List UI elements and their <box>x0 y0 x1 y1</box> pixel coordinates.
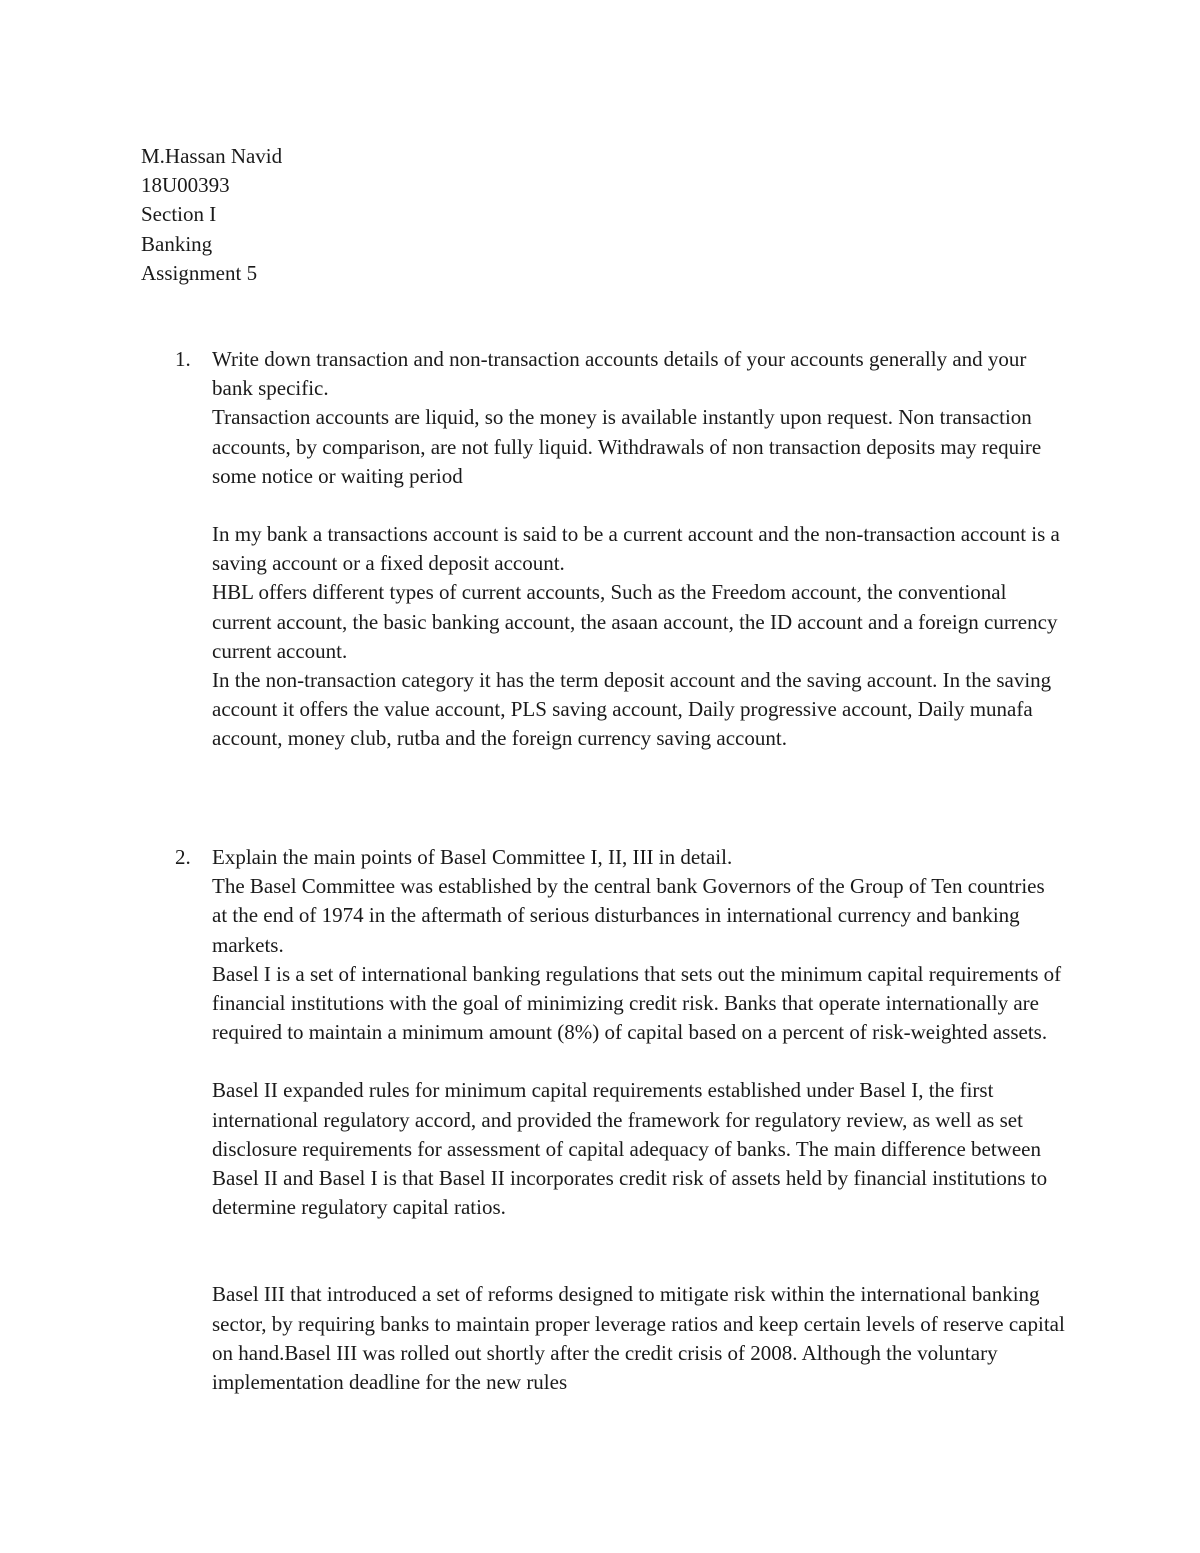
answer-paragraph: Transaction accounts are liquid, so the money is available instantly upon request. Non transaction accounts, by comparison, are not fully liquid. Withdrawals of non transaction deposits may require some notice or waiting period <box>212 405 1042 488</box>
answer-paragraph: Basel II expanded rules for minimum capital requirements established under Basel I, the first international regulatory accord, and provided the framework for regulatory review, as well as set disclosure requirements for assessment of capital adequacy of banks. The main difference between Basel II and Basel I is that Basel II incorporates credit risk of assets held by financial institutions to determine regulatory capital ratios. <box>212 1078 1048 1220</box>
question-2 <box>175 843 1065 1397</box>
answer-paragraph: HBL offers different types of current accounts, Such as the Freedom account, the conventional current account, the basic banking account, the asaan account, the ID account and a foreign currency current account. <box>212 580 1058 663</box>
answer-paragraph: Basel I is a set of international banking regulations that sets out the minimum capital requirements of financial institutions with the goal of minimizing credit risk. Banks that operate internationally are required to maintain a minimum amount (8%) of capital based on a percent of risk-weighted assets. <box>212 961 1062 1045</box>
question-number: 1. <box>175 347 191 371</box>
answer-paragraph: In the non-transaction category it has the term deposit account and the saving account. In the saving account it offers the value account, PLS saving account, Daily progressive account, Daily munafa account, money club, rutba and the foreign currency saving account. <box>212 668 1052 751</box>
student-id: 18U00393 <box>141 173 230 198</box>
answer-paragraph: Basel III that introduced a set of reforms designed to mitigate risk within the international banking sector, by requiring banks to maintain proper leverage ratios and keep certain levels of reserve capital on hand.Basel III was rolled out shortly after the credit crisis of 2008. Although the voluntary implementation deadline for the new rules <box>212 1282 1065 1395</box>
paragraph-spacer <box>212 1047 1065 1076</box>
course-name: Banking <box>141 231 213 256</box>
paragraph-spacer <box>212 491 1065 520</box>
question-prompt: Write down transaction and non-transaction accounts details of your accounts generally and your bank specific. <box>212 347 1027 401</box>
assignment-title: Assignment 5 <box>141 260 258 285</box>
student-name: M.Hassan Navid <box>141 144 283 168</box>
question-body <box>212 843 1065 1397</box>
answer-paragraph: In my bank a transactions account is said to be a current account and the non-transaction account is a saving account or a fixed deposit account. <box>212 522 1060 576</box>
question-number: 2. <box>175 845 191 869</box>
question-prompt: Explain the main points of Basel Committee I, II, III in detail. <box>212 845 733 869</box>
student-header <box>141 142 282 288</box>
section-label: Section I <box>141 202 217 227</box>
question-1 <box>175 345 1065 754</box>
question-body <box>212 345 1065 754</box>
paragraph-spacer <box>212 1251 1065 1280</box>
paragraph-spacer <box>212 1222 1065 1251</box>
answer-paragraph: The Basel Committee was established by the central bank Governors of the Group of Ten countries at the end of 1974 in the aftermath of serious disturbances in international currency and banking markets. <box>212 874 1045 957</box>
